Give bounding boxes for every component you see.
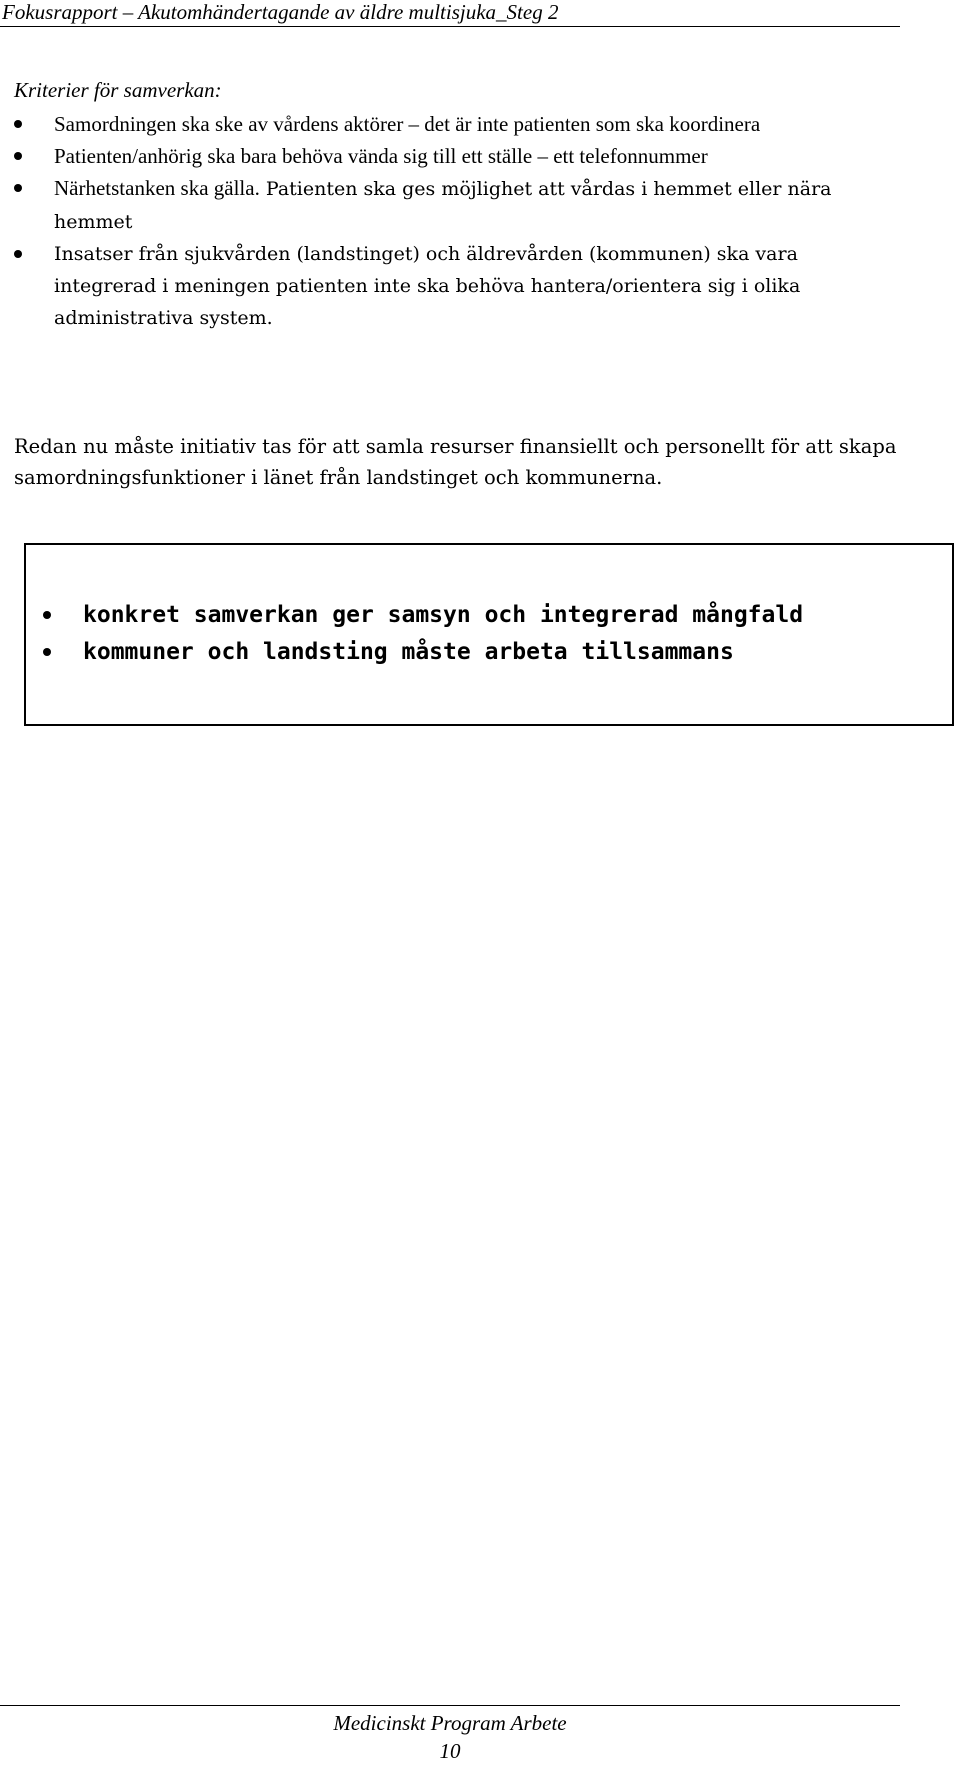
- criteria-item-lead: Närhetstanken ska gälla.: [54, 176, 260, 200]
- footer-title: Medicinskt Program Arbete: [333, 1711, 567, 1735]
- criteria-item: [14, 172, 890, 238]
- header-title: Fokusrapport – Akutomhändertagande av äldre multisjuka_Steg 2: [2, 0, 559, 24]
- criteria-list: [14, 108, 890, 334]
- bullet-icon: [14, 120, 22, 128]
- criteria-heading: Kriterier för samverkan:: [14, 78, 222, 102]
- callout-item: [43, 634, 803, 671]
- page-header: [0, 0, 900, 27]
- criteria-item-text: Samordningen ska ske av vårdens aktörer – det är inte patienten som ska koordinera: [54, 112, 761, 136]
- bullet-icon: [14, 152, 22, 160]
- footer-divider: [0, 1705, 900, 1706]
- criteria-item: [14, 238, 890, 334]
- callout-item-text: kommuner och landsting måste arbeta tillsammans: [83, 639, 734, 665]
- callout-item-text: konkret samverkan ger samsyn och integrerad mångfald: [83, 602, 804, 628]
- criteria-item: [14, 108, 890, 140]
- criteria-item: [14, 140, 890, 172]
- bullet-icon: [43, 611, 51, 619]
- criteria-item-rest: Patienten ska ges möjlighet att vårdas i hemmet eller nära hemmet: [54, 178, 832, 233]
- criteria-item-text: Insatser från sjukvården (landstinget) och äldrevården (kommunen) ska vara integrerad i meningen patienten inte ska behöva hantera/orientera sig i olika administrativa system.: [54, 243, 801, 329]
- page-number: 10: [439, 1739, 461, 1763]
- bullet-icon: [14, 184, 22, 192]
- bullet-icon: [43, 648, 51, 656]
- callout-item: [43, 597, 803, 634]
- body-paragraph: Redan nu måste initiativ tas för att samla resurser finansiellt och personellt för att skapa samordningsfunktioner i länet från landstinget och kommunerna.: [14, 435, 897, 489]
- callout-list: [43, 597, 803, 671]
- callout-box: [24, 543, 954, 726]
- bullet-icon: [14, 250, 22, 258]
- criteria-item-text: Patienten/anhörig ska bara behöva vända sig till ett ställe – ett telefonnummer: [54, 144, 708, 168]
